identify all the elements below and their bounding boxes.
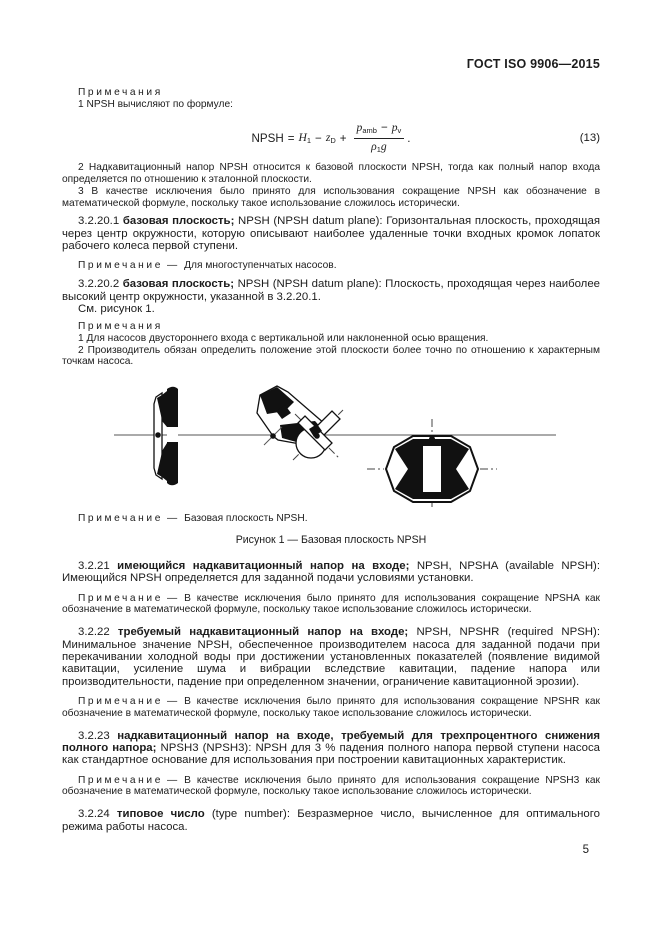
figure-1-image: [110, 383, 560, 510]
note-3-2-20-2-item-2: 2 Производитель обязан определить положение этой плоскости более точно по отношению к характерным точкам насоса.: [62, 344, 600, 368]
impeller-double-suction-icon: [367, 419, 497, 509]
section-3-2-23: 3.2.23 надкавитационный напор на входе, требуемый для трехпроцентного снижения полного напора; NPSH3 (NPSH3): NPSH для 3 % падения полного напора первой ступени насоса как стандартное основание для использования при построении кавитационных характеристик.: [62, 729, 601, 767]
note-item-2: 2 Надкавитационный напор NPSH относится к базовой плоскости NPSH, тогда как полный напор входа определяется по отношению к эталонной плоскости.: [62, 162, 600, 186]
note-3-2-22: Примечание — В качестве исключения было принято для использования сокращение NPSHR как обозначение в математической формуле, поскольку такое использование сложилось исторически.: [62, 696, 600, 719]
section-3-2-20-1: 3.2.20.1 базовая плоскость; NPSH (NPSH datum plane): Горизонтальная плоскость, проходящая через центр окружности, которую описывают наиболее удаленные точки входных кромок лопаток рабочего колеса первой ступени.: [62, 215, 600, 253]
note-item-3: 3 В качестве исключения было принято для использования сокращение NPSH как обозначение в математической формуле, поскольку такое использование сложилось исторически.: [62, 185, 600, 209]
figure-1: [110, 383, 600, 510]
notes-label-2: Примечания: [78, 321, 163, 333]
page-header-title: ГОСТ ISO 9906—2015: [466, 57, 600, 71]
section-3-2-20-2: 3.2.20.2 базовая плоскость; NPSH (NPSH datum plane): Плоскость, проходящая через наиболее высокий центр окружности, указанной в 3.2.20.1.: [62, 278, 601, 303]
formula-fraction: $\frac{p_{amb} - p_v}{\rho_1g}$: [354, 121, 405, 156]
page-number: 5: [582, 844, 589, 856]
section-3-2-24: 3.2.24 типовое число (type number): Безразмерное число, вычисленное для оптимального режима работы насоса.: [62, 808, 600, 833]
notes-label: Примечания: [78, 87, 163, 98]
formula-expression: NPSH = $H_1$ − $z_D$ + $\frac{p_{amb} - p_v}{\rho_1g}$ .: [251, 120, 411, 154]
formula-13: [62, 120, 600, 156]
see-figure-reference: См. рисунок 1.: [78, 302, 155, 315]
section-3-2-22: 3.2.22 требуемый надкавитационный напор на входе; NPSH, NPSHR (required NPSH): Минимальное значение NPSH, обеспеченное производителем насоса для заданной подачи при перекачивании холодной воды при достижении установленных показателей (появление видимой кавитации, усиление шума и вибрации вследствие кавитации, падение напора или производительности, падение при определенном значении, ограничение кавитационной эрозии).: [62, 626, 600, 688]
note-3-2-20-1: Примечание — Для многоступенчатых насосов.: [78, 260, 337, 272]
section-3-2-21: 3.2.21 имеющийся надкавитационный напор на входе; NPSH, NPSHA (available NPSH): Имеющийся NPSH определяется для заданной подачи условиями установки.: [62, 559, 601, 585]
formula-number: (13): [579, 132, 600, 145]
figure-note: Примечание — Базовая плоскость NPSH.: [78, 513, 308, 525]
note-3-2-23: Примечание — В качестве исключения было принято для использования сокращение NPSH3 как обозначение в математической формуле, поскольку такое использование сложилось исторически.: [62, 774, 600, 798]
note-3-2-21: Примечание — В качестве исключения было принято для использования сокращение NPSHA как обозначение в математической формуле, поскольку такое использование сложилось исторически.: [62, 592, 600, 616]
figure-caption: Рисунок 1 — Базовая плоскость NPSH: [235, 533, 427, 546]
note-item-1: 1 NPSH вычисляют по формуле:: [78, 98, 233, 110]
note-3-2-20-2-item-1: 1 Для насосов двустороннего входа с вертикальной или наклоненной осью вращения.: [78, 333, 489, 345]
page-content: [62, 0, 600, 833]
impeller-end-view-icon: [154, 387, 178, 486]
